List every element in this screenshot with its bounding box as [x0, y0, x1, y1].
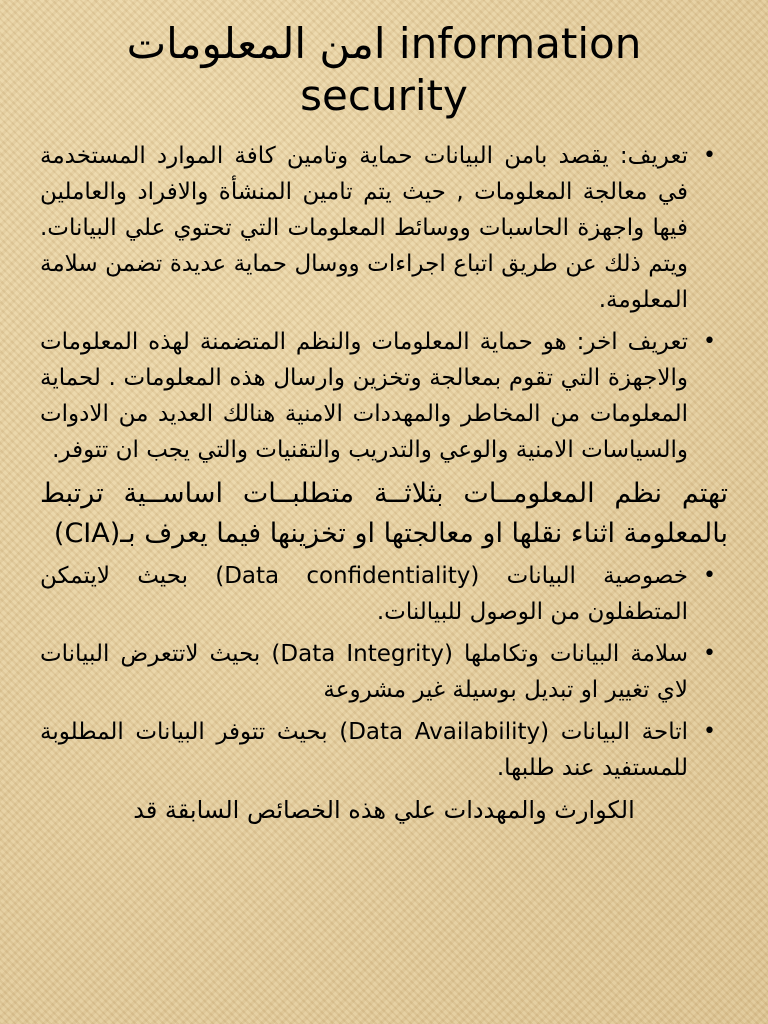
slide-title: امن المعلومات information security — [126, 19, 642, 120]
bullet-dot-icon: • — [703, 143, 716, 168]
bullet-text: سلامة البيانات وتكاملها (Data Integrity) بحيث لاتتعرض البيانات لاي تغيير او تبديل بوسيلة غير مشروعة — [40, 641, 688, 703]
bullet-definition-2 — [40, 324, 728, 468]
bullet-text: خصوصية البيانات (Data confidentiality) بحيث لايتمكن المتطفلون من الوصول للبيالنات. — [40, 563, 688, 625]
bullet-text: تعريف: يقصد بامن البيانات حماية وتامين كافة الموارد المستخدمة في معالجة المعلومات , حيث يتم تامين المنشأة والافراد والعاملين فيها واجهزة الحاسبات ووسائط المعلومات التي تحتوي علي البيانات. ويتم ذلك عن طريق اتباع اجراءات ووسال حماية عديدة تضمن سلامة المعلومة. — [40, 143, 688, 313]
bullet-confidentiality — [40, 558, 728, 630]
bullet-availability — [40, 714, 728, 786]
bullet-dot-icon: • — [703, 641, 716, 666]
bullet-text: اتاحة البيانات (Data Availability) بحيث تتوفر البيانات المطلوبة للمستفيد عند طلبها. — [40, 719, 688, 781]
slide-body — [40, 138, 728, 828]
trailing-text: الكوارث والمهددات علي هذه الخصائص السابقة قد — [133, 796, 635, 824]
cia-intro-paragraph: تهتم نظم المعلومــات بثلاثــة متطلبــات اساســية ترتبط بالمعلومة اثناء نقلها او معالجتها او تخزينها فيما يعرف بـ(CIA) — [40, 478, 728, 549]
bullet-definition-1 — [40, 138, 728, 318]
bullet-text: تعريف اخر: هو حماية المعلومات والنظم المتضمنة لهذه المعلومات والاجهزة التي تقوم بمعالجة وتخزين وارسال هذه المعلومات . لحماية المعلومات من المخاطر والمهددات الامنية هنالك العديد من الادوات والسياسات الامنية والوعي والتدريب والتقنيات والتي يجب ان تتوفر. — [40, 329, 688, 463]
bullet-dot-icon: • — [703, 329, 716, 354]
bullet-dot-icon: • — [703, 563, 716, 588]
bullet-integrity — [40, 636, 728, 708]
bullet-dot-icon: • — [703, 719, 716, 744]
